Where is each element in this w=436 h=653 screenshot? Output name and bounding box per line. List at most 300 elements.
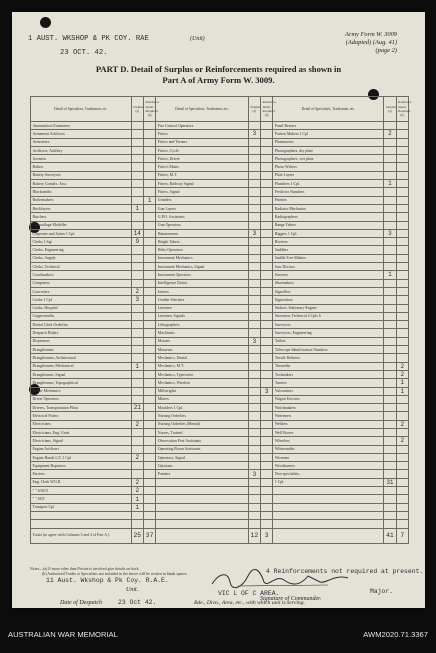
reinf-1-cell bbox=[143, 304, 155, 312]
reinf-1-cell bbox=[143, 478, 155, 486]
footer-institution: AUSTRALIAN WAR MEMORIAL bbox=[8, 630, 118, 639]
table-row bbox=[31, 171, 409, 179]
reinf-3-cell bbox=[396, 213, 408, 221]
table-row bbox=[31, 428, 409, 436]
specialist-2-cell: G.P.O. Assistants bbox=[156, 213, 248, 221]
reinf-2-cell bbox=[261, 171, 273, 179]
specialist-1-cell: Armourers bbox=[31, 138, 132, 146]
specialist-3-cell: Plumbers 1 Cpl. bbox=[273, 180, 384, 188]
reinf-2-cell bbox=[261, 296, 273, 304]
specialist-2-cell: Painters bbox=[156, 470, 248, 478]
surplus-1-cell bbox=[131, 346, 143, 354]
reinf-3-cell bbox=[396, 279, 408, 287]
surplus-3-cell bbox=[384, 221, 396, 229]
table-row bbox=[31, 437, 409, 445]
reinf-1-cell: 1 bbox=[143, 196, 155, 204]
surplus-2-cell bbox=[248, 354, 260, 362]
surplus-3-cell: 1 bbox=[384, 180, 396, 188]
reinf-3-cell bbox=[396, 263, 408, 271]
surplus-2-cell bbox=[248, 196, 260, 204]
table-row bbox=[31, 470, 409, 478]
specialist-3-cell: Plate Layers bbox=[273, 171, 384, 179]
reinf-2-cell: 3 bbox=[261, 387, 273, 395]
reinf-2-cell bbox=[261, 520, 273, 528]
surplus-2-cell bbox=[248, 287, 260, 295]
reinf-1-cell bbox=[143, 204, 155, 212]
reinf-3-cell bbox=[396, 312, 408, 320]
specialist-3-cell: Storemen, Technical 4 Cpls 6 bbox=[273, 312, 384, 320]
area-caption: Bde., Divn., Area, etc., with which unit is serving. bbox=[194, 600, 305, 606]
specialist-1-cell: Despatch Riders bbox=[31, 329, 132, 337]
reinf-2-cell bbox=[261, 263, 273, 271]
reinf-1-cell bbox=[143, 138, 155, 146]
table-row bbox=[31, 304, 409, 312]
specialist-2-cell: Fitters, Driver bbox=[156, 155, 248, 163]
surplus-1-cell bbox=[131, 155, 143, 163]
surplus-2-cell bbox=[248, 188, 260, 196]
table-row bbox=[31, 387, 409, 395]
col-specialists: Detail of Specialists, Tradesmen, etc. bbox=[31, 97, 132, 122]
despatch-date: 23 Oct 42. bbox=[118, 599, 157, 606]
reinf-3-cell bbox=[396, 287, 408, 295]
surplus-2-cell bbox=[248, 370, 260, 378]
specialist-1-cell: Butchers bbox=[31, 213, 132, 221]
specialist-1-cell: Boilermakers bbox=[31, 196, 132, 204]
reinf-1-cell bbox=[143, 122, 155, 130]
specialist-2-cell bbox=[156, 487, 248, 495]
reinf-1-cell bbox=[143, 155, 155, 163]
specialist-2-cell: Nurses, Trained bbox=[156, 428, 248, 436]
surplus-3-cell bbox=[384, 122, 396, 130]
reinf-1-cell bbox=[143, 370, 155, 378]
typed-remark: 4 Reinforcements not required at present. bbox=[266, 568, 424, 575]
reinf-3-cell bbox=[396, 337, 408, 345]
surplus-2-cell bbox=[248, 180, 260, 188]
reinf-3-cell bbox=[396, 163, 408, 171]
surplus-2-cell: 3 bbox=[248, 229, 260, 237]
specialist-2-cell: Fitters and Turners bbox=[156, 138, 248, 146]
table-row bbox=[31, 238, 409, 246]
reinf-2-cell bbox=[261, 329, 273, 337]
reinf-2-cell bbox=[261, 362, 273, 370]
table-row bbox=[31, 404, 409, 412]
reinf-2-cell bbox=[261, 412, 273, 420]
specialist-2-cell: Masons bbox=[156, 337, 248, 345]
table-row bbox=[31, 412, 409, 420]
reinf-3-cell bbox=[396, 346, 408, 354]
reinf-3-cell bbox=[396, 321, 408, 329]
specialist-3-cell: Saddle Tree Makers bbox=[273, 254, 384, 262]
table-row bbox=[31, 296, 409, 304]
surplus-3-cell bbox=[384, 312, 396, 320]
reinf-1-cell bbox=[143, 520, 155, 528]
specialist-2-cell: Fitters, Railway Signal bbox=[156, 180, 248, 188]
reinf-3-cell bbox=[396, 520, 408, 528]
reinf-3-cell bbox=[396, 495, 408, 503]
reinf-1-cell bbox=[143, 279, 155, 287]
reinf-1-cell bbox=[143, 395, 155, 403]
surplus-2-cell bbox=[248, 171, 260, 179]
surplus-2-cell bbox=[248, 453, 260, 461]
specialist-1-cell: Bricklayers bbox=[31, 204, 132, 212]
table-row bbox=[31, 453, 409, 461]
reinf-1-cell bbox=[143, 387, 155, 395]
col-specialists: Detail of Specialists, Tradesmen, etc. bbox=[273, 97, 384, 122]
specialist-2-cell: Fitters, Signal bbox=[156, 188, 248, 196]
surplus-1-cell bbox=[131, 196, 143, 204]
reinf-1-cell bbox=[143, 254, 155, 262]
reinf-3-cell bbox=[396, 453, 408, 461]
total-surplus-2: 12 bbox=[248, 528, 260, 543]
reinf-1-cell bbox=[143, 229, 155, 237]
surplus-2-cell bbox=[248, 428, 260, 436]
surplus-1-cell bbox=[131, 511, 143, 519]
table-row bbox=[31, 420, 409, 428]
surplus-3-cell bbox=[384, 445, 396, 453]
reinf-3-cell: 2 bbox=[396, 420, 408, 428]
surplus-2-cell bbox=[248, 329, 260, 337]
surplus-3-cell bbox=[384, 487, 396, 495]
reinf-3-cell bbox=[396, 196, 408, 204]
surplus-2-cell bbox=[248, 387, 260, 395]
specialist-2-cell: Intelligence Duties bbox=[156, 279, 248, 287]
reinf-1-cell bbox=[143, 213, 155, 221]
table-row bbox=[31, 180, 409, 188]
table-row bbox=[31, 337, 409, 345]
table-row bbox=[31, 520, 409, 528]
surplus-2-cell: 3 bbox=[248, 337, 260, 345]
surplus-3-cell bbox=[384, 470, 396, 478]
reinf-3-cell bbox=[396, 138, 408, 146]
specialist-1-cell: Camouflage Modeller bbox=[31, 221, 132, 229]
surplus-3-cell bbox=[384, 163, 396, 171]
surplus-1-cell bbox=[131, 470, 143, 478]
surplus-2-cell bbox=[248, 221, 260, 229]
reinf-2-cell bbox=[261, 478, 273, 486]
reinf-2-cell bbox=[261, 271, 273, 279]
specialist-3-cell: Welders bbox=[273, 420, 384, 428]
surplus-2-cell bbox=[248, 246, 260, 254]
reinf-3-cell bbox=[396, 271, 408, 279]
reinf-3-cell bbox=[396, 246, 408, 254]
surplus-1-cell bbox=[131, 254, 143, 262]
table-row bbox=[31, 279, 409, 287]
surplus-3-cell bbox=[384, 263, 396, 271]
specialist-1-cell bbox=[31, 511, 132, 519]
reinf-3-cell bbox=[396, 304, 408, 312]
specialist-3-cell bbox=[273, 520, 384, 528]
surplus-1-cell bbox=[131, 462, 143, 470]
specialist-3-cell: Telescope Identification Numbers bbox=[273, 346, 384, 354]
reinf-2-cell bbox=[261, 312, 273, 320]
surplus-1-cell: 2 bbox=[131, 420, 143, 428]
surplus-3-cell bbox=[384, 287, 396, 295]
reinf-2-cell bbox=[261, 470, 273, 478]
total-reinf-1: 37 bbox=[143, 528, 155, 543]
reinf-3-cell bbox=[396, 470, 408, 478]
table-row bbox=[31, 370, 409, 378]
specialist-3-cell bbox=[273, 503, 384, 511]
specialist-3-cell: Panel Beaters bbox=[273, 122, 384, 130]
specialist-2-cell: Fitters bbox=[156, 130, 248, 138]
reinf-2-cell bbox=[261, 122, 273, 130]
col-surplus: Surplus (a) bbox=[384, 97, 396, 122]
surplus-3-cell: 2 bbox=[384, 130, 396, 138]
specialist-3-cell: Signwriters bbox=[273, 296, 384, 304]
surplus-3-cell bbox=[384, 354, 396, 362]
despatch-label: Date of Despatch bbox=[60, 600, 102, 606]
specialist-3-cell: Photographers, wet plate bbox=[273, 155, 384, 163]
surplus-1-cell bbox=[131, 221, 143, 229]
specialist-2-cell: Linemen, Signals bbox=[156, 312, 248, 320]
reinf-2-cell bbox=[261, 437, 273, 445]
surplus-1-cell bbox=[131, 122, 143, 130]
totals-row bbox=[31, 528, 409, 543]
table-row bbox=[31, 122, 409, 130]
reinf-3-cell: 2 bbox=[396, 370, 408, 378]
signature-caption: Signature of Commander. bbox=[260, 596, 322, 602]
surplus-3-cell bbox=[384, 387, 396, 395]
specialist-1-cell: Electricians, Signal bbox=[31, 437, 132, 445]
reinf-3-cell: 2 bbox=[396, 362, 408, 370]
surplus-3-cell bbox=[384, 188, 396, 196]
table-row bbox=[31, 204, 409, 212]
reinf-3-cell bbox=[396, 395, 408, 403]
table-row bbox=[31, 487, 409, 495]
surplus-1-cell bbox=[131, 321, 143, 329]
col-surplus: Surplus (a) bbox=[248, 97, 260, 122]
surplus-1-cell bbox=[131, 379, 143, 387]
surplus-2-cell bbox=[248, 503, 260, 511]
specialist-2-cell: Height Takers bbox=[156, 238, 248, 246]
surplus-3-cell bbox=[384, 495, 396, 503]
specialist-3-cell: Watchmakers bbox=[273, 404, 384, 412]
specialist-1-cell: " " SGT bbox=[31, 495, 132, 503]
specialist-2-cell: Gun Operators bbox=[156, 221, 248, 229]
surplus-1-cell: 2 bbox=[131, 478, 143, 486]
surplus-3-cell bbox=[384, 155, 396, 163]
table-row bbox=[31, 263, 409, 271]
surplus-3-cell bbox=[384, 370, 396, 378]
surplus-1-cell bbox=[131, 271, 143, 279]
specialist-3-cell: Turners bbox=[273, 379, 384, 387]
surplus-2-cell bbox=[248, 304, 260, 312]
specialist-2-cell: Instrument Operators bbox=[156, 271, 248, 279]
surplus-1-cell bbox=[131, 171, 143, 179]
surplus-3-cell bbox=[384, 337, 396, 345]
reinf-1-cell bbox=[143, 287, 155, 295]
note-a: Notes—(a) If more other than Private is involved give details on back. bbox=[30, 567, 140, 571]
surplus-3-cell bbox=[384, 279, 396, 287]
specialist-1-cell: Engine Artificers bbox=[31, 445, 132, 453]
reinf-2-cell bbox=[261, 370, 273, 378]
table-row bbox=[31, 196, 409, 204]
reinf-3-cell: 2 bbox=[396, 437, 408, 445]
reinf-2-cell bbox=[261, 304, 273, 312]
surplus-2-cell bbox=[248, 122, 260, 130]
reinf-2-cell bbox=[261, 279, 273, 287]
specialist-3-cell: Saddlers bbox=[273, 246, 384, 254]
surplus-2-cell bbox=[248, 146, 260, 154]
table-row bbox=[31, 271, 409, 279]
footer-accession: AWM2020.71.3367 bbox=[363, 630, 428, 639]
specialist-3-cell: Wagon Erectors bbox=[273, 395, 384, 403]
table-row bbox=[31, 221, 409, 229]
reinf-2-cell bbox=[261, 155, 273, 163]
specialist-2-cell: Gun Layers bbox=[156, 204, 248, 212]
surplus-3-cell bbox=[384, 462, 396, 470]
document-sheet bbox=[12, 12, 425, 608]
surplus-3-cell bbox=[384, 437, 396, 445]
specialist-3-cell bbox=[273, 487, 384, 495]
specialist-1-cell: Driver Operators bbox=[31, 395, 132, 403]
surplus-2-cell bbox=[248, 163, 260, 171]
total-reinf-2: 3 bbox=[261, 528, 273, 543]
surplus-1-cell: 1 bbox=[131, 204, 143, 212]
specialist-1-cell: Electricians, Eng. Units bbox=[31, 428, 132, 436]
surplus-2-cell bbox=[248, 263, 260, 271]
area-typed: VIC L OF C AREA. bbox=[218, 590, 280, 597]
surplus-1-cell bbox=[131, 354, 143, 362]
surplus-1-cell: 1 bbox=[131, 362, 143, 370]
reinf-1-cell bbox=[143, 487, 155, 495]
reinf-3-cell bbox=[396, 412, 408, 420]
reinf-1-cell bbox=[143, 312, 155, 320]
specialist-3-cell: 1 Cpl. bbox=[273, 478, 384, 486]
table-row bbox=[31, 254, 409, 262]
reinf-1-cell bbox=[143, 337, 155, 345]
reinf-3-cell bbox=[396, 296, 408, 304]
reinf-3-cell bbox=[396, 146, 408, 154]
specialist-3-cell: Riggers 1 Cpl. bbox=[273, 229, 384, 237]
reinf-2-cell bbox=[261, 204, 273, 212]
unit-typed: 1 AUST. WKSHOP & PK COY. RAE bbox=[28, 35, 149, 43]
specialist-3-cell: Riveters bbox=[273, 238, 384, 246]
note-b: (b) Authorised Trades or Specialists not included in the above will be written in blank spaces. bbox=[42, 572, 188, 576]
table-row bbox=[31, 511, 409, 519]
specialist-3-cell: Printers bbox=[273, 196, 384, 204]
table-row bbox=[31, 155, 409, 163]
reinf-2-cell bbox=[261, 354, 273, 362]
reinf-1-cell bbox=[143, 428, 155, 436]
reinf-2-cell bbox=[261, 130, 273, 138]
reinf-1-cell bbox=[143, 437, 155, 445]
table-row bbox=[31, 478, 409, 486]
reinf-1-cell bbox=[143, 246, 155, 254]
table-row bbox=[31, 354, 409, 362]
specialist-1-cell: Clerks, Supply bbox=[31, 254, 132, 262]
reinf-2-cell bbox=[261, 229, 273, 237]
specialist-1-cell: Transport Cpl bbox=[31, 503, 132, 511]
surplus-2-cell bbox=[248, 213, 260, 221]
specialist-1-cell: Engine Hands L/C 1 Cpl bbox=[31, 453, 132, 461]
table-row bbox=[31, 312, 409, 320]
specialist-2-cell bbox=[156, 503, 248, 511]
reinf-1-cell bbox=[143, 329, 155, 337]
reinf-3-cell: 1 bbox=[396, 379, 408, 387]
specialist-3-cell: Saw Doctors bbox=[273, 263, 384, 271]
reinf-2-cell bbox=[261, 287, 273, 295]
specialist-1-cell: Battery Surveyors bbox=[31, 171, 132, 179]
specialist-1-cell: Drivers, Transportation Plant bbox=[31, 404, 132, 412]
reinf-2-cell bbox=[261, 346, 273, 354]
reinf-1-cell bbox=[143, 404, 155, 412]
total-surplus-3: 41 bbox=[384, 528, 396, 543]
specialist-1-cell: Draughtsmen, Signal bbox=[31, 370, 132, 378]
specialist-1-cell: Draughtsmen, Topographical bbox=[31, 379, 132, 387]
surplus-3-cell bbox=[384, 321, 396, 329]
reinf-3-cell bbox=[396, 329, 408, 337]
specialist-1-cell: Axemen bbox=[31, 155, 132, 163]
reinf-2-cell bbox=[261, 395, 273, 403]
reinf-1-cell bbox=[143, 503, 155, 511]
reinf-2-cell bbox=[261, 238, 273, 246]
part-title: PART D. Detail of Surplus or Reinforcements required as shown in Part A of Army Form W. 3009. bbox=[95, 64, 342, 85]
surplus-3-cell bbox=[384, 428, 396, 436]
reinf-2-cell bbox=[261, 445, 273, 453]
specialist-3-cell: Photo-Writers bbox=[273, 163, 384, 171]
surplus-3-cell bbox=[384, 246, 396, 254]
reinf-2-cell bbox=[261, 487, 273, 495]
surplus-3-cell bbox=[384, 329, 396, 337]
surplus-1-cell bbox=[131, 188, 143, 196]
specialist-3-cell: Shoemakers bbox=[273, 279, 384, 287]
surplus-1-cell: 2 bbox=[131, 287, 143, 295]
table-row bbox=[31, 287, 409, 295]
specialist-2-cell bbox=[156, 520, 248, 528]
specialist-1-cell: Concreters bbox=[31, 287, 132, 295]
surplus-2-cell bbox=[248, 437, 260, 445]
surplus-3-cell bbox=[384, 346, 396, 354]
total-surplus-1: 25 bbox=[131, 528, 143, 543]
reinf-1-cell bbox=[143, 171, 155, 179]
specialist-2-cell: Moulders 1 Cpl. bbox=[156, 404, 248, 412]
surplus-2-cell bbox=[248, 379, 260, 387]
specialist-2-cell bbox=[156, 511, 248, 519]
unit-caption: (Unit) bbox=[190, 36, 205, 42]
specialist-2-cell: Fire Control Operators bbox=[156, 122, 248, 130]
specialist-1-cell: Cooks 1 Cpl. bbox=[31, 296, 132, 304]
reinf-3-cell bbox=[396, 122, 408, 130]
specialist-2-cell: Millwrights bbox=[156, 387, 248, 395]
reinf-1-cell bbox=[143, 412, 155, 420]
surplus-1-cell bbox=[131, 163, 143, 171]
table-header-row bbox=[31, 97, 409, 122]
surplus-3-cell bbox=[384, 420, 396, 428]
surplus-2-cell bbox=[248, 395, 260, 403]
surplus-1-cell: 14 bbox=[131, 229, 143, 237]
specialist-2-cell: Machinists bbox=[156, 329, 248, 337]
reinf-1-cell bbox=[143, 180, 155, 188]
specialist-3-cell: Vulcanisers bbox=[273, 387, 384, 395]
specialist-3-cell: Textile Refiners bbox=[273, 354, 384, 362]
punch-hole bbox=[40, 17, 51, 28]
reinf-2-cell bbox=[261, 337, 273, 345]
table-row bbox=[31, 346, 409, 354]
reinf-3-cell bbox=[396, 180, 408, 188]
surplus-1-cell bbox=[131, 412, 143, 420]
surplus-2-cell bbox=[248, 279, 260, 287]
specialist-2-cell: Lithographers bbox=[156, 321, 248, 329]
specialist-2-cell: Mechanics, Typewriter bbox=[156, 370, 248, 378]
surplus-3-cell bbox=[384, 138, 396, 146]
specialist-1-cell: Eng. Clerk WO.II bbox=[31, 478, 132, 486]
surplus-1-cell bbox=[131, 279, 143, 287]
reinf-1-cell bbox=[143, 470, 155, 478]
reinf-3-cell bbox=[396, 229, 408, 237]
table-row bbox=[31, 163, 409, 171]
specialist-1-cell: Cooks, Hospital bbox=[31, 304, 132, 312]
